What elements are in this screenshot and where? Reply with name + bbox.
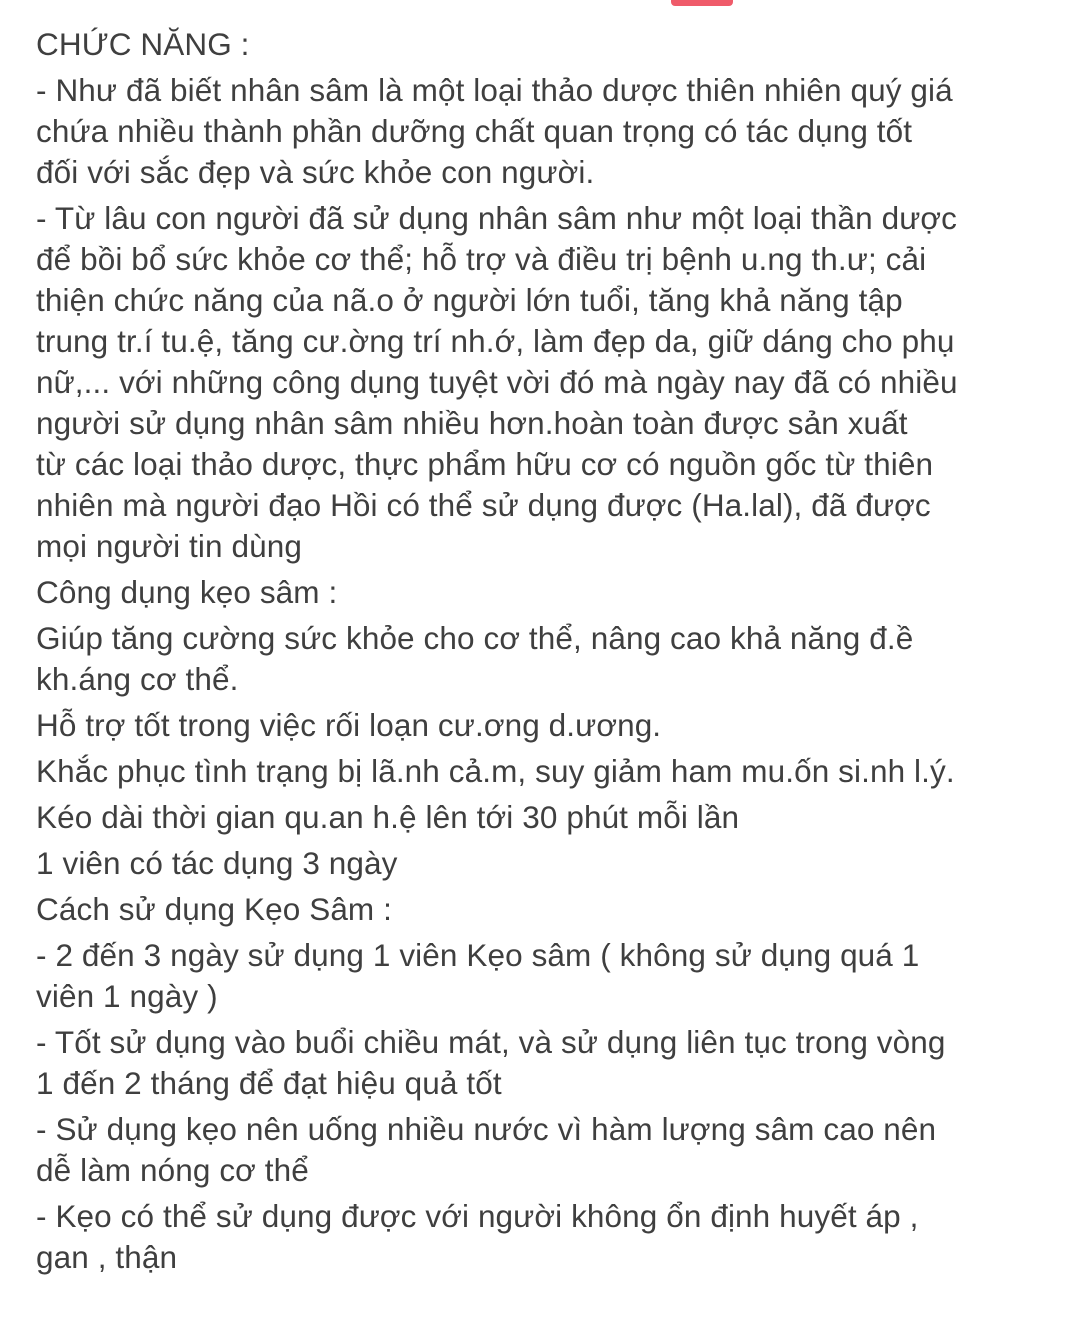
use-item-remedy: Khắc phục tình trạng bị lã.nh cả.m, suy giảm ham mu.ốn si.nh l.ý.	[36, 753, 955, 789]
usage-item-timing: - Tốt sử dụng vào buổi chiều mát, và sử dụng liên tục trong vòng 1 đến 2 tháng để đạt hiệu quả tốt	[36, 1024, 946, 1101]
use-item-effect-days: 1 viên có tác dụng 3 ngày	[36, 845, 398, 881]
scroll-indicator	[671, 0, 733, 6]
use-item-support: Hỗ trợ tốt trong việc rối loạn cư.ơng d.ương.	[36, 707, 662, 743]
section-heading-uses: Công dụng kẹo sâm :	[36, 574, 338, 610]
usage-item-compatibility: - Kẹo có thể sử dụng được với người không ổn định huyết áp , gan , thận	[36, 1198, 919, 1275]
note-content[interactable]	[36, 24, 1056, 1278]
paragraph-ginseng-intro: - Như đã biết nhân sâm là một loại thảo dược thiên nhiên quý giá chứa nhiều thành phần dưỡng chất quan trọng có tác dụng tốt đối với sắc đẹp và sức khỏe con người.	[36, 72, 953, 190]
usage-item-water: - Sử dụng kẹo nên uống nhiều nước vì hàm lượng sâm cao nên dễ làm nóng cơ thể	[36, 1111, 937, 1188]
section-heading-functions: CHỨC NĂNG :	[36, 26, 250, 62]
use-item-health: Giúp tăng cường sức khỏe cho cơ thể, nâng cao khả năng đ.ề kh.áng cơ thể.	[36, 620, 914, 697]
section-heading-usage: Cách sử dụng Kẹo Sâm :	[36, 891, 392, 927]
use-item-duration: Kéo dài thời gian qu.an h.ệ lên tới 30 phút mỗi lần	[36, 799, 740, 835]
paragraph-ginseng-history: - Từ lâu con người đã sử dụng nhân sâm như một loại thần dược để bồi bổ sức khỏe cơ thể; hỗ trợ và điều trị bệnh u.ng th.ư; cải thiện chức năng của nã.o ở người lớn tuổi, tăng khả năng tập trung tr.í tu.ệ, tăng cư.ờng trí nh.ớ, làm đẹp da, giữ dáng cho phụ nữ,... với những công dụng tuyệt vời đó mà ngày nay đã có nhiều người sử dụng nhân sâm nhiều hơn.hoàn toàn được sản xuất từ các loại thảo dược, thực phẩm hữu cơ có nguồn gốc từ thiên nhiên mà người đạo Hồi có thể sử dụng được (Ha.lal), đã được mọi người tin dùng	[36, 200, 958, 564]
usage-item-dosage: - 2 đến 3 ngày sử dụng 1 viên Kẹo sâm ( không sử dụng quá 1 viên 1 ngày )	[36, 937, 920, 1014]
